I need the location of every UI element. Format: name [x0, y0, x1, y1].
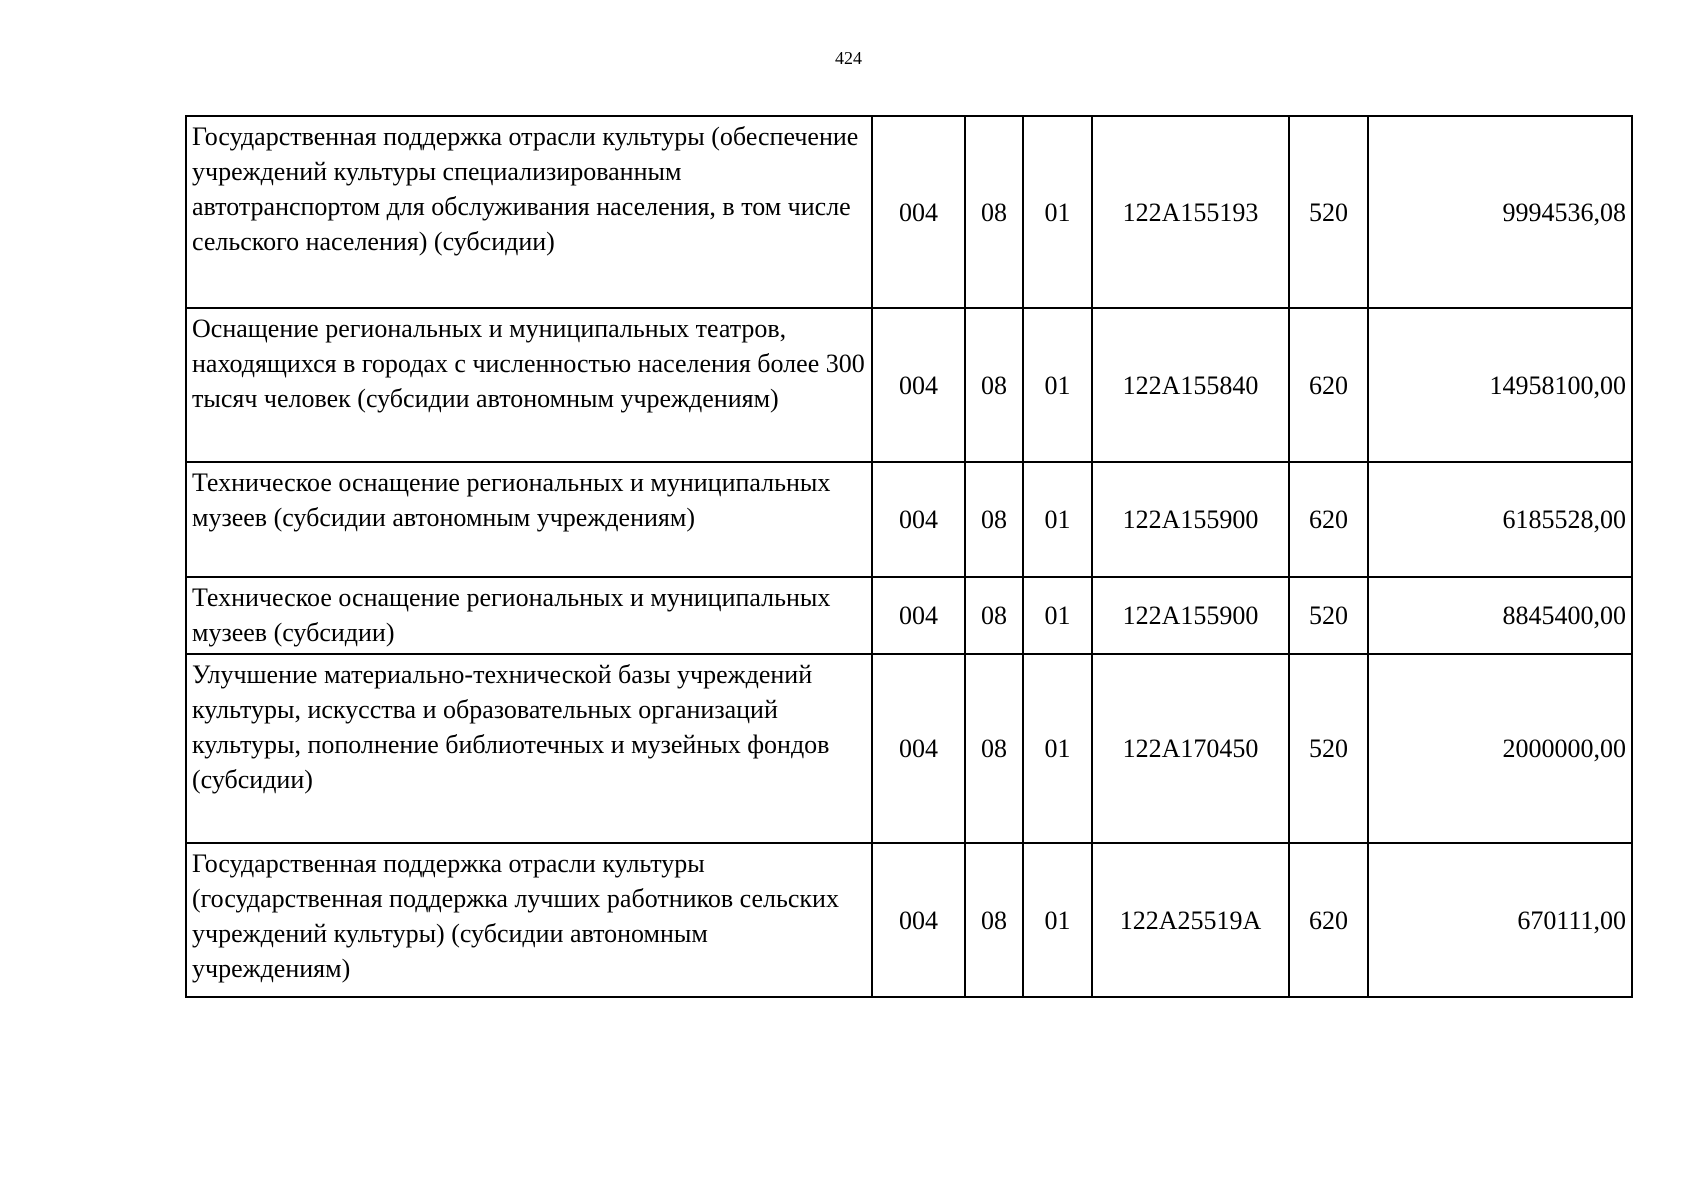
amount: 14958100,00: [1368, 308, 1632, 462]
table-row: [186, 116, 1632, 308]
amount: 9994536,08: [1368, 116, 1632, 308]
expense-type-code: 620: [1289, 843, 1368, 997]
subsection-code: 01: [1023, 577, 1092, 654]
section-code: 08: [965, 843, 1023, 997]
target-article-code: 122А155900: [1092, 577, 1289, 654]
row-description: Улучшение материально-технической базы учреждений культуры, искусства и образовательных организаций культуры, пополнение библиотечных и музейных фондов (субсидии): [186, 654, 872, 843]
section-code: 08: [965, 308, 1023, 462]
table-row: [186, 843, 1632, 997]
target-article-code: 122А25519А: [1092, 843, 1289, 997]
ministry-code: 004: [872, 462, 965, 577]
expense-type-code: 620: [1289, 462, 1368, 577]
amount: 8845400,00: [1368, 577, 1632, 654]
budget-table: [185, 115, 1633, 998]
ministry-code: 004: [872, 116, 965, 308]
section-code: 08: [965, 654, 1023, 843]
row-description: Государственная поддержка отрасли культуры (государственная поддержка лучших работников сельских учреждений культуры) (субсидии автономным учреждениям): [186, 843, 872, 997]
subsection-code: 01: [1023, 654, 1092, 843]
amount: 2000000,00: [1368, 654, 1632, 843]
subsection-code: 01: [1023, 308, 1092, 462]
table-row: [186, 308, 1632, 462]
table-row: [186, 577, 1632, 654]
subsection-code: 01: [1023, 116, 1092, 308]
expense-type-code: 520: [1289, 577, 1368, 654]
row-description: Государственная поддержка отрасли культуры (обеспечение учреждений культуры специализированным автотранспортом для обслуживания населения, в том числе сельского населения) (субсидии): [186, 116, 872, 308]
page-number: 424: [835, 48, 862, 68]
table-row: [186, 462, 1632, 577]
section-code: 08: [965, 462, 1023, 577]
expense-type-code: 520: [1289, 116, 1368, 308]
target-article-code: 122А155900: [1092, 462, 1289, 577]
table-row: [186, 654, 1632, 843]
amount: 670111,00: [1368, 843, 1632, 997]
target-article-code: 122А155193: [1092, 116, 1289, 308]
row-description: Техническое оснащение региональных и муниципальных музеев (субсидии автономным учреждениям): [186, 462, 872, 577]
subsection-code: 01: [1023, 843, 1092, 997]
ministry-code: 004: [872, 577, 965, 654]
row-description: Оснащение региональных и муниципальных театров, находящихся в городах с численностью населения более 300 тысяч человек (субсидии автономным учреждениям): [186, 308, 872, 462]
target-article-code: 122А155840: [1092, 308, 1289, 462]
section-code: 08: [965, 577, 1023, 654]
section-code: 08: [965, 116, 1023, 308]
subsection-code: 01: [1023, 462, 1092, 577]
amount: 6185528,00: [1368, 462, 1632, 577]
target-article-code: 122А170450: [1092, 654, 1289, 843]
ministry-code: 004: [872, 654, 965, 843]
row-description: Техническое оснащение региональных и муниципальных музеев (субсидии): [186, 577, 872, 654]
expense-type-code: 620: [1289, 308, 1368, 462]
expense-type-code: 520: [1289, 654, 1368, 843]
ministry-code: 004: [872, 843, 965, 997]
ministry-code: 004: [872, 308, 965, 462]
